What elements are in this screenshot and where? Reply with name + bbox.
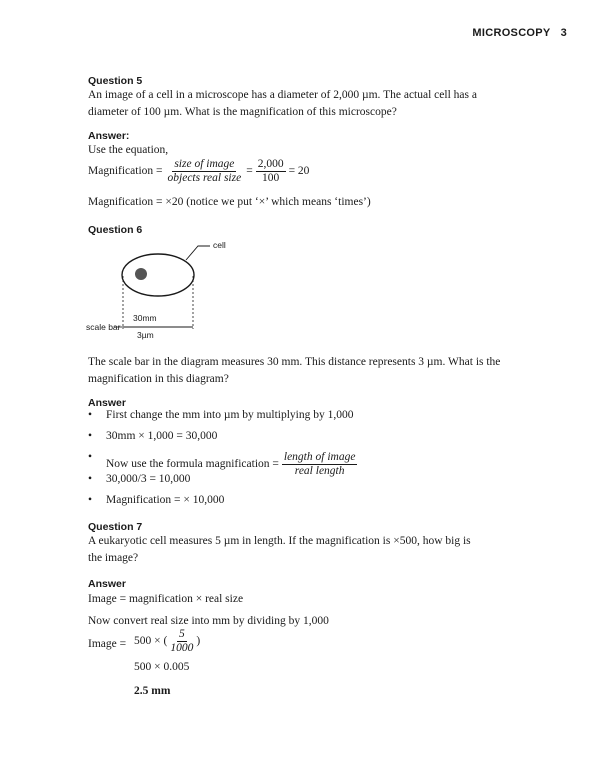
fraction-denominator: objects real size xyxy=(167,172,242,184)
fraction-numerator: size of image xyxy=(174,158,235,170)
fraction-numerator: length of image xyxy=(283,450,356,463)
question-7-line-2: the image? xyxy=(88,551,139,564)
fraction-numerator: 5 xyxy=(178,628,185,640)
question-7-line-1: A eukaryotic cell measures 5 µm in length. If the magnification is ×500, how big is xyxy=(88,535,471,547)
question-6-line-1: The scale bar in the diagram measures 30 mm. This distance represents 3 µm. What is the xyxy=(88,356,501,368)
list-item: • 30mm × 1,000 = 30,000 xyxy=(88,430,548,451)
step-1-suffix: ) xyxy=(196,635,201,648)
question-6-answer-list-cont xyxy=(88,473,548,515)
scale-bar-label: scale bar xyxy=(86,322,121,332)
question-5-answer-heading: Answer: xyxy=(88,130,130,142)
equation-label: Magnification = xyxy=(88,165,163,178)
equation-fraction-1 xyxy=(166,158,244,185)
nucleus xyxy=(135,268,147,280)
equation-result: = 20 xyxy=(288,165,310,178)
section-title: MICROSCOPY xyxy=(472,27,551,39)
use-equation-text: Use the equation, xyxy=(88,144,169,156)
question-5-conclusion: Magnification = ×20 (notice we put ‘×’ which means ‘times’) xyxy=(88,196,371,208)
measure-label: 30mm xyxy=(133,313,157,323)
step-1 xyxy=(134,628,200,655)
formula-prefix: • Now use the formula magnification = xyxy=(106,458,279,470)
fraction-denominator: 1000 xyxy=(170,642,194,654)
step-1-prefix: 500 × ( xyxy=(134,635,168,648)
question-7-line-formula: Image = magnification × real size xyxy=(88,593,244,605)
question-7-answer-heading: Answer xyxy=(88,578,126,590)
fraction-denominator: 100 xyxy=(262,172,280,184)
question-6-heading: Question 6 xyxy=(88,224,143,236)
image-label: Image = xyxy=(88,638,127,650)
running-header xyxy=(472,27,567,39)
step-2: 500 × 0.005 xyxy=(134,661,190,673)
cell-label: cell xyxy=(213,240,226,250)
cell-outline xyxy=(122,254,194,296)
question-6-text xyxy=(88,354,558,387)
equals-sign: = xyxy=(246,165,253,178)
question-5-heading: Question 5 xyxy=(88,75,143,87)
question-7-text xyxy=(88,533,558,566)
question-7-line-convert: Now convert real size into mm by dividing by 1,000 xyxy=(88,615,329,627)
question-6-line-2: magnification in this diagram? xyxy=(88,372,229,385)
fraction-numerator: 2,000 xyxy=(257,158,284,170)
list-item: • 30,000/3 = 10,000 xyxy=(88,473,548,494)
step-3-result: 2.5 mm xyxy=(134,685,171,697)
magnification-equation xyxy=(88,158,309,185)
page-number: 3 xyxy=(560,27,567,39)
question-6-answer-list xyxy=(88,409,548,477)
question-7-heading: Question 7 xyxy=(88,521,143,533)
cell-pointer-line xyxy=(186,246,210,260)
question-5-line-1: An image of a cell in a microscope has a diameter of 2,000 µm. The actual cell has a xyxy=(88,89,477,101)
question-5-text xyxy=(88,87,558,120)
list-item: • Magnification = × 10,000 xyxy=(88,494,548,515)
list-item: • First change the mm into µm by multiplying by 1,000 xyxy=(88,409,548,430)
step-1-fraction xyxy=(168,628,195,655)
equation-fraction-2 xyxy=(256,158,286,185)
fraction-denominator: real length xyxy=(294,464,345,477)
question-6-answer-heading: Answer xyxy=(88,397,126,409)
question-5-line-2: diameter of 100 µm. What is the magnification of this microscope? xyxy=(88,105,397,118)
real-size-label: 3µm xyxy=(137,330,154,340)
